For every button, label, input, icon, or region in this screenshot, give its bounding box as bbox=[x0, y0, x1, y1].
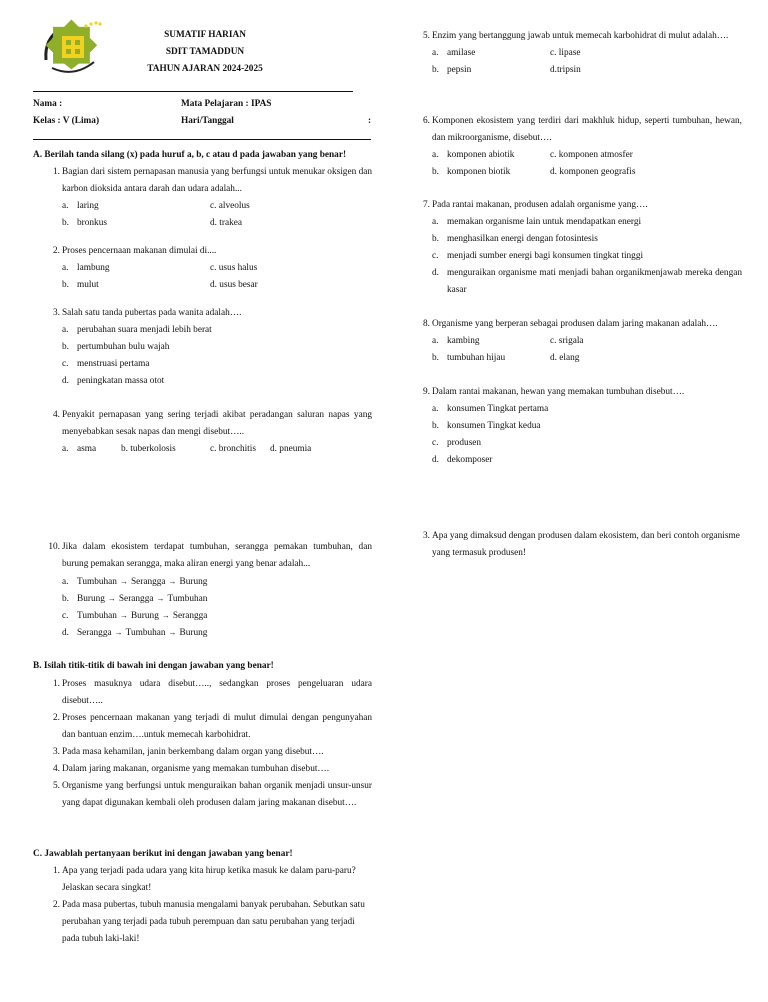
option-c: c. alveolus bbox=[210, 201, 250, 211]
arrow-icon: → bbox=[107, 594, 116, 603]
option-b: mulut bbox=[77, 280, 99, 290]
arrow-icon: → bbox=[161, 611, 170, 620]
arrow-icon: → bbox=[156, 594, 165, 603]
mapel-label: Mata Pelajaran : IPAS bbox=[181, 99, 272, 109]
option-a: laring bbox=[77, 201, 99, 211]
option-a: lambung bbox=[77, 263, 110, 273]
kelas-label: Kelas : V (Lima) bbox=[33, 116, 100, 126]
option-a: asma bbox=[77, 444, 97, 454]
fill-item-1: 1. Proses masuknya udara disebut….., sedangkan proses pengeluaran udara disebut….. bbox=[53, 679, 372, 706]
option-d: d. elang bbox=[550, 353, 580, 363]
question-stem: Proses pencernaan makanan dimulai di.... bbox=[62, 246, 217, 256]
option-c: c. produsen bbox=[432, 438, 482, 448]
option-d: d. dekomposer bbox=[432, 455, 493, 465]
section-a-title: A. Berilah tanda silang (x) pada huruf a, b, c atau d pada jawaban yang benar! bbox=[33, 150, 347, 160]
hari-label: Hari/Tanggal bbox=[181, 116, 234, 126]
option-b: b. menghasilkan energi dengan fotosintesis bbox=[432, 234, 598, 244]
option-d: d. pneumia bbox=[270, 444, 312, 454]
option-a: amilase bbox=[447, 48, 476, 58]
info-divider bbox=[33, 139, 371, 140]
option-c: c. Tumbuhan → Burung → Serangga bbox=[62, 611, 208, 621]
question-a2: 2. Proses pencernaan makanan dimulai di.... a. lambung c. usus halus b. mulut d. usus besar bbox=[46, 243, 372, 294]
question-stem: Salah satu tanda pubertas pada wanita adalah…. bbox=[62, 308, 242, 318]
option-b: pepsin bbox=[447, 65, 472, 75]
school-name: SDIT TAMADDUN bbox=[165, 47, 245, 57]
arrow-icon: → bbox=[119, 611, 128, 620]
question-a10: 10. Jika dalam ekosistem terdapat tumbuhan, serangga pemakan tumbuhan, dan burung pemakan serangga, maka aliran energi yang benar adalah... a. Tumbuhan → Serangga → Burung b. Burung → Serangga → Tumbuhan c. Tumbuhan → Burung → Serangga d. Serangga → Tumbuhan → Burung bbox=[46, 539, 372, 641]
option-b: tumbuhan hijau bbox=[447, 353, 506, 363]
question-a1: 1. Bagian dari sistem pernapasan manusia yang berfungsi untuk menukar oksigen dan karbon dioksida antara darah dan udara adalah... a. laring c. alveolus b. bronkus d. trakea bbox=[46, 164, 372, 232]
essay-item-3: 3. Apa yang dimaksud dengan produsen dalam ekosistem, dan beri contoh organisme yang termasuk produsen! bbox=[423, 531, 740, 558]
option-b: komponen biotik bbox=[447, 167, 511, 177]
question-a3: 3. Salah satu tanda pubertas pada wanita adalah…. a. perubahan suara menjadi lebih berat b. pertumbuhan bulu wajah c. menstruasi pertama d. peningkatan massa otot bbox=[46, 305, 372, 390]
option-a: a. perubahan suara menjadi lebih berat bbox=[62, 325, 212, 335]
question-a4: 4. Penyakit pernapasan yang sering terjadi akibat peradangan saluran napas yang menyebabkan sesak napas dan mengi disebut….. a. asma b. tuberkolosis c. bronchitis d. pneumia bbox=[46, 407, 372, 458]
option-b: b. Burung → Serangga → Tumbuhan bbox=[62, 594, 208, 604]
question-stem: Pada rantai makanan, produsen adalah organisme yang…. bbox=[432, 200, 648, 210]
question-stem: Jika dalam ekosistem terdapat tumbuhan, serangga pemakan tumbuhan, dan burung pemakan serangga, maka aliran energi yang benar adalah... bbox=[62, 542, 372, 569]
question-a7: 7. Pada rantai makanan, produsen adalah organisme yang…. a. memakan organisme lain untuk mendapatkan energi b. menghasilkan energi dengan fotosintesis c. menjadi sumber energi bagi konsumen tingkat tinggi d. menguraikan organisme mati menjadi bahan organikmenjawab mereka dengan kasar bbox=[416, 197, 742, 299]
option-d: d. peningkatan massa otot bbox=[62, 376, 165, 386]
question-a8: 8. Organisme yang berperan sebagai produsen dalam jaring makanan adalah…. a. kambing c. srigala b. tumbuhan hijau d. elang bbox=[416, 316, 742, 367]
header-divider bbox=[33, 91, 353, 92]
fill-item-4: 4. Dalam jaring makanan, organisme yang memakan tumbuhan disebut…. bbox=[53, 764, 330, 774]
option-c: c. menstruasi pertama bbox=[62, 359, 150, 369]
arrow-icon: → bbox=[168, 628, 177, 637]
question-a9: 9. Dalam rantai makanan, hewan yang memakan tumbuhan disebut…. a. konsumen Tingkat pertama b. konsumen Tingkat kedua c. produsen d. dekomposer bbox=[416, 384, 742, 469]
question-stem: Enzim yang bertanggung jawab untuk memecah karbohidrat di mulut adalah…. bbox=[432, 31, 729, 41]
option-b: bronkus bbox=[77, 218, 107, 228]
option-b: b. pertumbuhan bulu wajah bbox=[62, 342, 170, 352]
option-d: d. komponen geografis bbox=[550, 167, 636, 177]
arrow-icon: → bbox=[114, 628, 123, 637]
fill-item-5: 5. Organisme yang berfungsi untuk menguraikan bahan organik menjadi unsur-unsur yang dapat digunakan kembali oleh produsen dalam jaring makanan disebut…. bbox=[53, 781, 372, 808]
option-d: d. Serangga → Tumbuhan → Burung bbox=[62, 628, 208, 638]
option-b: b. tuberkolosis bbox=[121, 444, 176, 454]
option-a: a. Tumbuhan → Serangga → Burung bbox=[62, 577, 208, 587]
hari-colon: : bbox=[368, 116, 372, 126]
question-stem: Dalam rantai makanan, hewan yang memakan tumbuhan disebut…. bbox=[432, 387, 685, 397]
essay-item-1: 1. Apa yang terjadi pada udara yang kita hirup ketika masuk ke dalam paru-paru? Jelaskan secara singkat! bbox=[53, 866, 356, 893]
option-a: a. memakan organisme lain untuk mendapatkan energi bbox=[432, 217, 642, 227]
question-stem: Organisme yang berperan sebagai produsen dalam jaring makanan adalah…. bbox=[432, 319, 718, 329]
option-c: c. bronchitis bbox=[210, 444, 256, 454]
option-a: a. konsumen Tingkat pertama bbox=[432, 404, 549, 414]
fill-item-2: 2. Proses pencernaan makanan yang terjadi di mulut dimulai dengan pengunyahan dan bantuan enzim….untuk memecah karbohidrat. bbox=[53, 713, 372, 740]
option-d: d.tripsin bbox=[550, 65, 581, 75]
arrow-icon: → bbox=[168, 577, 177, 586]
fill-item-3: 3. Pada masa kehamilan, janin berkembang dalam organ yang disebut…. bbox=[53, 747, 324, 757]
question-stem: Komponen ekosistem yang terdiri dari makhluk hidup, seperti tumbuhan, hewan, dan mikroorganisme, disebut…. bbox=[432, 116, 742, 143]
nama-label: Nama : bbox=[33, 99, 63, 109]
question-a6: 6. Komponen ekosistem yang terdiri dari makhluk hidup, seperti tumbuhan, hewan, dan mikroorganisme, disebut…. a. komponen abiotik c. komponen atmosfer b. komponen biotik d. komponen geografis bbox=[416, 113, 742, 181]
option-d: d. usus besar bbox=[210, 280, 258, 290]
essay-item-2: 2. Pada masa pubertas, tubuh manusia mengalami banyak perubahan. Sebutkan satu perubahan yang terjadi pada tubuh perempuan dan satu perubahan yang terjadi pada tubuh laki-laki! bbox=[53, 900, 365, 944]
question-stem: Penyakit pernapasan yang sering terjadi akibat peradangan saluran napas yang menyebabkan sesak napas dan mengi disebut….. bbox=[62, 410, 372, 437]
option-a: komponen abiotik bbox=[447, 150, 515, 160]
option-d: d. menguraikan organisme mati menjadi bahan organikmenjawab mereka dengan kasar bbox=[432, 268, 742, 295]
section-b-title: B. Isilah titik-titik di bawah ini dengan jawaban yang benar! bbox=[33, 661, 274, 671]
option-c: c. srigala bbox=[550, 336, 584, 346]
question-stem: Bagian dari sistem pernapasan manusia yang berfungsi untuk menukar oksigen dan karbon dioksida antara darah dan udara adalah... bbox=[62, 167, 372, 194]
option-a: kambing bbox=[447, 336, 480, 346]
academic-year: TAHUN AJARAN 2024-2025 bbox=[147, 64, 263, 74]
option-c: c. usus halus bbox=[210, 263, 258, 273]
section-c-title: C. Jawablah pertanyaan berikut ini dengan jawaban yang benar! bbox=[33, 849, 293, 859]
option-c: c. komponen atmosfer bbox=[550, 150, 633, 160]
option-c: c. lipase bbox=[550, 48, 581, 58]
school-logo bbox=[40, 18, 104, 78]
option-b: b. konsumen Tingkat kedua bbox=[432, 421, 541, 431]
option-c: c. menjadi sumber energi bagi konsumen tingkat tinggi bbox=[432, 251, 644, 261]
arrow-icon: → bbox=[119, 577, 128, 586]
option-d: d. trakea bbox=[210, 218, 243, 228]
question-a5: 5. Enzim yang bertanggung jawab untuk memecah karbohidrat di mulut adalah…. a. amilase c. lipase b. pepsin d.tripsin bbox=[416, 28, 742, 79]
exam-title: SUMATIF HARIAN bbox=[164, 30, 246, 40]
